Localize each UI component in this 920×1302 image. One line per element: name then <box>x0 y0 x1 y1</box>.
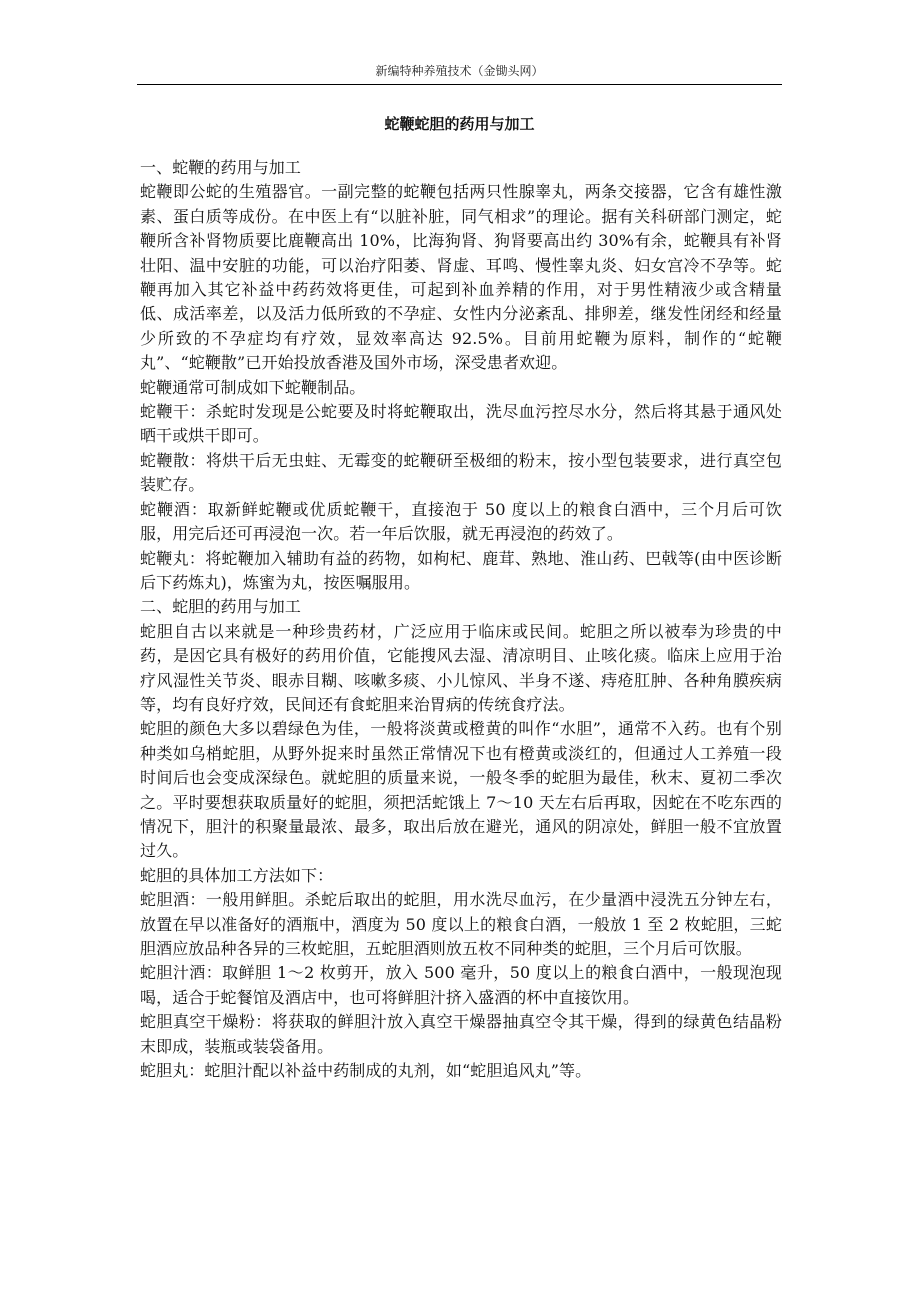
page-header: 新编特种养殖技术（金锄头网） <box>375 64 544 78</box>
document-body <box>140 156 782 1083</box>
paragraph-snake-gall-color: 蛇胆的颜色大多以碧绿色为佳，一般将淡黄或橙黄的叫作“水胆”，通常不入药。也有个别种类如乌梢蛇胆，从野外捉来时虽然正常情况下也有橙黄或淡红的，但通过人工养殖一段时间后也会变成深绿色。就蛇胆的质量来说，一般冬季的蛇胆为最佳，秋末、夏初二季次之。平时要想获取质量好的蛇胆，须把活蛇饿上 7～10 天左右后再取，因蛇在不吃东西的情况下，胆汁的积聚量最浓、最多，取出后放在避光，通风的阴凉处，鲜胆一般不宜放置过久。 <box>140 719 782 861</box>
paragraph-snake-gall-methods: 蛇胆的具体加工方法如下： <box>140 865 334 885</box>
paragraph-snake-penis-wine: 蛇鞭酒：取新鲜蛇鞭或优质蛇鞭干，直接泡于 50 度以上的粮食白酒中，三个月后可饮服，用完后还可再浸泡一次。若一年后饮服，就无再浸泡的药效了。 <box>140 499 782 544</box>
paragraph-snake-penis-pill: 蛇鞭丸：将蛇鞭加入辅助有益的药物，如枸杞、鹿茸、熟地、淮山药、巴戟等(由中医诊断后下药炼丸)，炼蜜为丸，按医嘱服用。 <box>140 548 782 592</box>
paragraph-snake-gall-powder: 蛇胆真空干燥粉：将获取的鲜胆汁放入真空干燥器抽真空令其干燥，得到的绿黄色结晶粉末即成，装瓶或装袋备用。 <box>140 1012 782 1056</box>
section-heading-snake-penis: 一、蛇鞭的药用与加工 <box>140 158 302 177</box>
paragraph-snake-gall-pill: 蛇胆丸：蛇胆汁配以补益中药制成的丸剂，如“蛇胆追风丸”等。 <box>140 1061 592 1081</box>
paragraph-snake-penis-intro: 蛇鞭即公蛇的生殖器官。一副完整的蛇鞭包括两只性腺睾丸，两条交接器，它含有雄性激素、蛋白质等成份。在中医上有“以脏补脏，同气相求”的理论。据有关科研部门测定，蛇鞭所含补肾物质要比鹿鞭高出 10%，比海狗肾、狗肾要高出约 30%有余，蛇鞭具有补肾壮阳、温中安脏的功能，可以治疗阳萎、肾虚、耳鸣、慢性睾丸炎、妇女宫冷不孕等。蛇鞭再加入其它补益中药药效将更佳，可起到补血养精的作用，对于男性精液少或含精量低、成活率差，以及活力低所致的不孕症、女性内分泌紊乱、排卵差，继发性闭经和经量少所致的不孕症均有疗效，显效率高达 92.5%。目前用蛇鞭为原料，制作的“蛇鞭丸”、“蛇鞭散”已开始投放香港及国外市场，深受患者欢迎。 <box>140 182 782 373</box>
paragraph-snake-penis-powder: 蛇鞭散：将烘干后无虫蛀、无霉变的蛇鞭研至极细的粉末，按小型包装要求，进行真空包装贮存。 <box>140 450 782 495</box>
paragraph-dried-snake-penis: 蛇鞭干：杀蛇时发现是公蛇要及时将蛇鞭取出，洗尽血污控尽水分，然后将其悬于通风处晒干或烘干即可。 <box>140 402 782 446</box>
paragraph-snake-gall-intro: 蛇胆自古以来就是一种珍贵药材，广泛应用于临床或民间。蛇胆之所以被奉为珍贵的中药，是因它具有极好的药用价值，它能搜风去湿、清凉明目、止咳化痰。临床上应用于治疗风湿性关节炎、眼赤目糊、咳嗽多痰、小儿惊风、半身不遂、痔疮肛肿、各种角膜疾病等，均有良好疗效，民间还有食蛇胆来治胃病的传统食疗法。 <box>140 621 782 714</box>
paragraph-snake-gall-wine: 蛇胆酒：一般用鲜胆。杀蛇后取出的蛇胆，用水洗尽血污，在少量酒中浸洗五分钟左右，放置在早以准备好的酒瓶中，酒度为 50 度以上的粮食白酒，一般放 1 至 2 枚蛇胆，三蛇胆酒应放品种各异的三枚蛇胆，五蛇胆酒则放五枚不同种类的蛇胆，三个月后可饮服。 <box>140 890 782 958</box>
header-rule <box>137 84 782 85</box>
paragraph-snake-gall-juice-wine: 蛇胆汁酒：取鲜胆 1～2 枚剪开，放入 500 毫升，50 度以上的粮食白酒中，一般现泡现喝，适合于蛇餐馆及酒店中，也可将鲜胆汁挤入盛酒的杯中直接饮用。 <box>140 963 782 1007</box>
section-heading-snake-gall: 二、蛇胆的药用与加工 <box>140 597 302 617</box>
paragraph-snake-penis-products: 蛇鞭通常可制成如下蛇鞭制品。 <box>140 377 366 397</box>
document-title: 蛇鞭蛇胆的药用与加工 <box>384 115 535 133</box>
